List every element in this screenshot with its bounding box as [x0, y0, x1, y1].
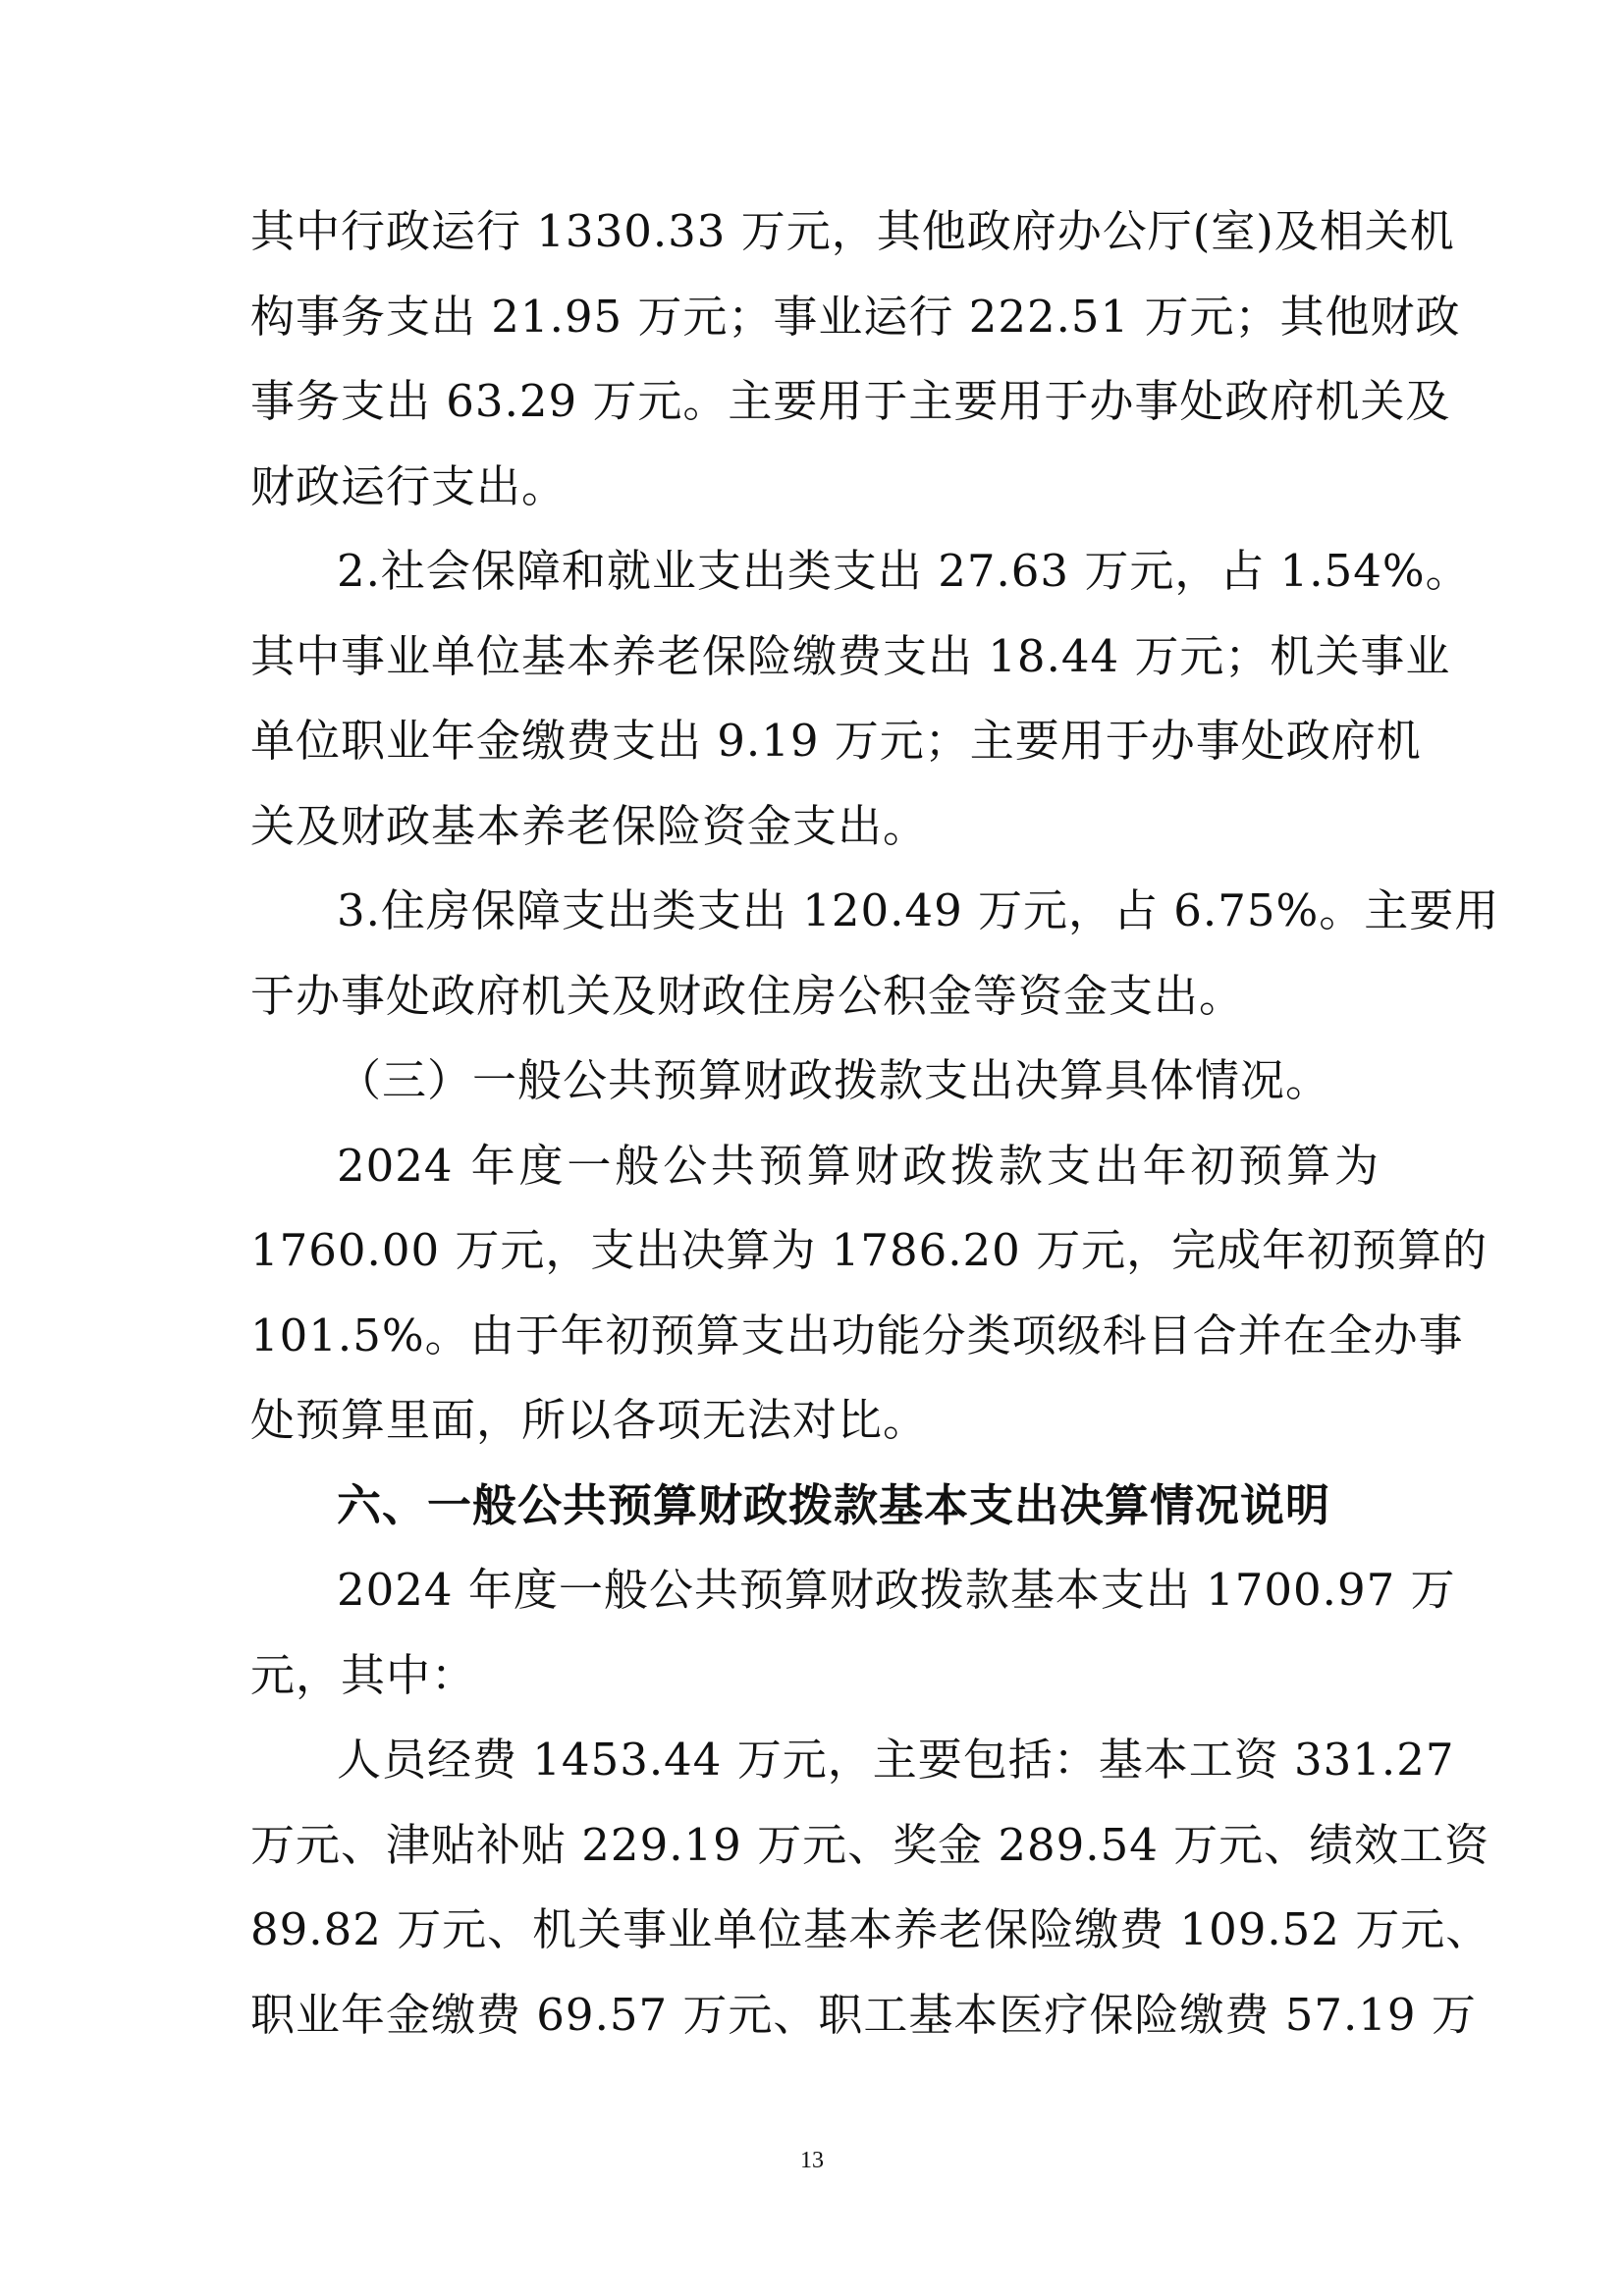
section-heading: 六、一般公共预算财政拨款基本支出决算情况说明: [337, 1478, 1331, 1531]
text-line: 万元、津贴补贴 229.19 万元、奖金 289.54 万元、绩效工资: [250, 1818, 1490, 1871]
text-line: 2024 年度一般公共预算财政拨款支出年初预算为: [337, 1139, 1380, 1192]
text-line: 财政运行支出。: [250, 459, 568, 512]
text-line: 89.82 万元、机关事业单位基本养老保险缴费 109.52 万元、: [250, 1903, 1491, 1955]
text-line: 单位职业年金缴费支出 9.19 万元；主要用于办事处政府机: [250, 715, 1422, 767]
page-number: 13: [800, 2148, 824, 2173]
text-line: 101.5%。由于年初预算支出功能分类项级科目合并在全办事: [250, 1308, 1464, 1362]
text-line: 其中行政运行 1330.33 万元，其他政府办公厅(室)及相关机: [250, 205, 1455, 257]
text-line: 其中事业单位基本养老保险缴费支出 18.44 万元；机关事业: [250, 629, 1451, 682]
text-line: 关及财政基本养老保险资金支出。: [250, 799, 929, 852]
text-line: 人员经费 1453.44 万元，主要包括：基本工资 331.27: [337, 1734, 1455, 1786]
section-subheading: （三）一般公共预算财政拨款支出决算具体情况。: [337, 1054, 1331, 1106]
text-line: 处预算里面，所以各项无法对比。: [250, 1394, 929, 1446]
text-line: 3.住房保障支出类支出 120.49 万元，占 6.75%。主要用: [337, 884, 1500, 936]
body-text: [250, 189, 1500, 2057]
text-line: 于办事处政府机关及财政住房公积金等资金支出。: [250, 969, 1245, 1022]
text-line: 事务支出 63.29 万元。主要用于主要用于办事处政府机关及: [250, 375, 1451, 427]
text-line: 构事务支出 21.95 万元；事业运行 222.51 万元；其他财政: [250, 290, 1461, 343]
text-line: 2024 年度一般公共预算财政拨款基本支出 1700.97 万: [337, 1564, 1456, 1616]
text-line: 1760.00 万元，支出决算为 1786.20 万元，完成年初预算的: [250, 1224, 1489, 1276]
text-line: 职业年金缴费 69.57 万元、职工基本医疗保险缴费 57.19 万: [250, 1988, 1477, 2041]
text-line: 2.社会保障和就业支出类支出 27.63 万元，占 1.54%。: [337, 545, 1471, 597]
text-line: 元，其中：: [250, 1648, 477, 1701]
